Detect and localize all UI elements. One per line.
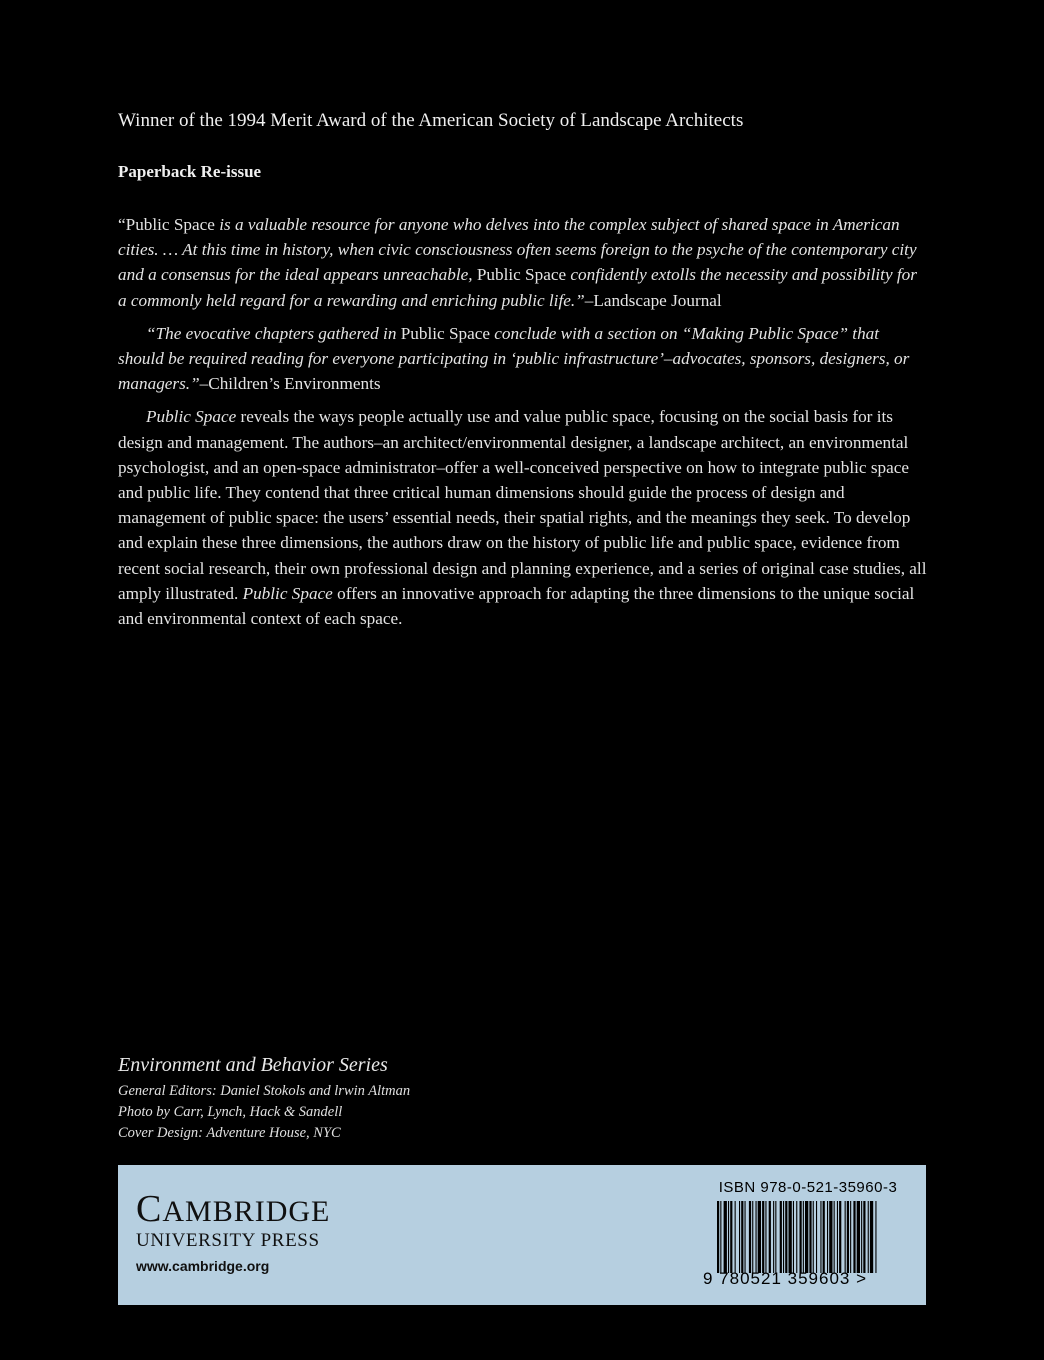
isbn-barcode-block [703,1179,913,1299]
barcode-bar [861,1201,862,1273]
publisher-name: CAMBRIDGE [136,1188,331,1230]
series-title: Environment and Behavior Series [118,1054,388,1076]
quote-childrens-environments: “The evocative chapters gathered in Public Space conclude with a section on “Making Public Space” that should be required reading for everyone participating in ‘public infrastructure’–advocates, sponsors, designers, or managers.”–Children’s Environments [118,323,910,394]
barcode-bar [735,1201,736,1273]
barcode-bar [845,1201,846,1273]
barcode-bar [717,1201,719,1273]
barcode-bar [756,1201,757,1273]
barcode-bar [769,1201,771,1273]
barcode-bar [765,1201,766,1273]
barcode-bar [853,1201,855,1273]
barcode-bar [775,1201,776,1273]
barcode-bar [745,1201,746,1273]
barcode-digits: 9 780521 359603 > [703,1269,868,1288]
barcode-bar [803,1201,804,1273]
barcode-bar [741,1201,743,1273]
isbn-label: ISBN 978-0-521-35960-3 [718,1179,898,1196]
barcode-bar [720,1201,721,1273]
reissue-label: Paperback Re-issue [118,162,262,181]
cover-design-credit: Cover Design: Adventure House, NYC [118,1125,341,1141]
barcode-bar [758,1201,761,1273]
barcode-bar [857,1201,860,1273]
quote-landscape-journal: “Public Space is a valuable resource for anyone who delves into the complex subject of shared space in American cities. … At this time in history, when civic consciousness often seems foreign to the psyche of the contemporary city and a consensus for the ideal appears unreachable, Public Space confidently extolls the necessity and possibility for a commonly held regard for a rewarding and enriching public life.”–Landscape Journal [118,215,917,310]
general-editors: General Editors: Daniel Stokols and lrwin Altman [118,1083,411,1099]
barcode-bar [724,1201,727,1273]
barcode-bar [820,1201,821,1273]
photo-credit: Photo by Carr, Lynch, Hack & Sandell [118,1104,343,1120]
book-description: Public Space reveals the ways people actually use and value public space, focusing on the social basis for its design and management. The authors–an architect/environmental designer, a landscape architect, an environmental psychologist, and an open-space administrator–offer a well-conceived perspective on how to integrate public space and public life. They contend that three critical human dimensions should guide the process of design and management of public space: the users’ essential needs, their spatial rights, and the meanings they seek. To develop and explain these three dimensions, the authors draw on the history of public life and public space, evidence from recent social research, their own professional design and planning experience, and a series of original case studies, all amply illustrated. Public Space offers an innovative approach for adapting the three dimensions to the unique social and environmental context of each space. [118,407,927,629]
publisher-press: UNIVERSITY PRESS [136,1230,320,1251]
publisher-url[interactable]: www.cambridge.org [136,1258,270,1274]
barcode-bar [829,1201,832,1273]
barcode-bar [800,1201,802,1273]
publisher-panel [118,1165,926,1305]
barcode-bar [868,1201,869,1273]
series-credits [118,1054,718,1144]
barcode-bar [863,1201,865,1273]
barcode-bar [816,1201,817,1273]
barcode-bar [752,1201,753,1273]
barcode-bar [749,1201,751,1273]
barcode-bar [827,1201,828,1273]
blurb [118,212,928,639]
barcode-bar [805,1201,808,1273]
barcode-bar [796,1201,797,1273]
cambridge-logo [136,1188,331,1274]
barcode-bar [780,1201,782,1273]
barcode-bar [875,1201,876,1273]
barcode-bar [847,1201,849,1273]
barcode-bar [728,1201,729,1273]
barcode-bar [870,1201,873,1273]
barcode-bar [785,1201,787,1273]
barcode-bar [793,1201,794,1273]
barcode-bar [823,1201,825,1273]
award-line: Winner of the 1994 Merit Award of the American Society of Landscape Architects [118,110,744,131]
barcode-bar [813,1201,814,1273]
barcode-bar [739,1201,740,1273]
barcode-bar [789,1201,792,1273]
barcode-bar [762,1201,764,1273]
barcode-icon [703,1201,913,1273]
barcode-bar [730,1201,732,1273]
barcode-bar [834,1201,835,1273]
barcode-bar [773,1201,774,1273]
barcode-bar [783,1201,784,1273]
barcode-bar [850,1201,851,1273]
barcode-bar [839,1201,841,1273]
barcode-bar [837,1201,838,1273]
barcode-bar [809,1201,811,1273]
